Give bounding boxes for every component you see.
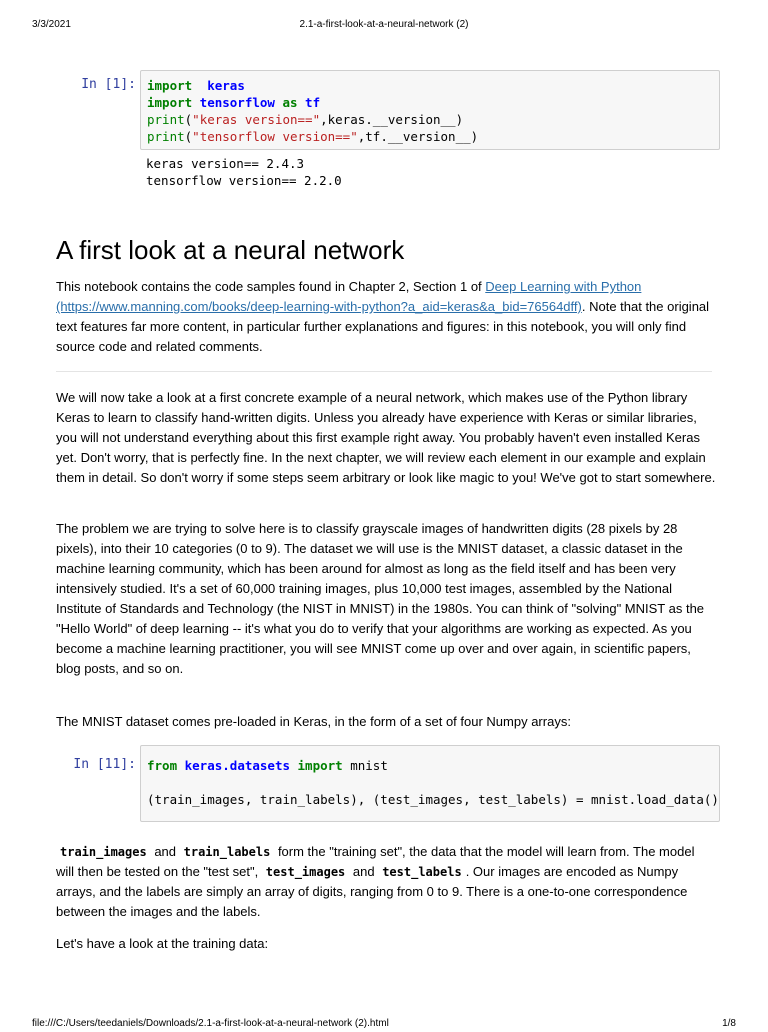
print-date: 3/3/2021 (32, 19, 71, 30)
cell-2-prompt: In [11]: (73, 757, 136, 772)
print-file-path: file:///C:/Users/teedaniels/Downloads/2.1-a-first-look-at-a-neural-network (2).html (32, 1018, 389, 1029)
output-line: tensorflow version== 2.2.0 (146, 173, 342, 188)
code-token: tf (297, 95, 321, 110)
code-line (147, 94, 713, 111)
code-token (192, 78, 207, 93)
intro-text-1: This notebook contains the code samples found in Chapter 2, Section 1 of (56, 279, 486, 294)
cell-2-code-input[interactable] (140, 745, 720, 822)
code-test-images: test_images (265, 865, 346, 879)
code-line (147, 77, 713, 94)
cell-1-prompt: In [1]: (81, 77, 136, 92)
book-link[interactable]: Deep Learning with Python (485, 279, 642, 294)
paragraph-3: The MNIST dataset comes pre-loaded in Keras, in the form of a set of four Numpy arrays: (56, 714, 571, 729)
paragraph-5: Let's have a look at the training data: (56, 936, 269, 951)
paragraph-4 (56, 842, 716, 922)
code-token: "tensorflow version==" (192, 129, 358, 144)
code-import-name: mnist (342, 758, 388, 773)
code-token: as (274, 95, 298, 110)
cell-1-code-input[interactable] (140, 70, 720, 150)
p4-text-2: form the "training set", the data that the model will learn from. The model will then be tested on the "test set", (56, 844, 695, 879)
print-footer (32, 1018, 736, 1032)
code-token: "keras version==" (192, 112, 321, 127)
p4-text-3: and (349, 864, 379, 879)
p4-text-4: . Our images are encoded as Numpy arrays, and the labels are simply an array of digits, ranging from 0 to 9. There is a one-to-one correspondence between the images and the labels. (56, 864, 688, 919)
code-keyword-from: from (147, 758, 178, 773)
paragraph-2: The problem we are trying to solve here is to classify grayscale images of handwritten digits (28 pixels by 28 pixels), into their 10 categories (0 to 9). The dataset we will use is the MNIST dataset, a classic dataset in the machine learning community, which has been around for almost as long as the field itself and has been very intensively studied. It's a set of 60,000 training images, plus 10,000 test images, assembled by the National Institute of Standards and Technology (the NIST in MNIST) in the 1980s. You can think of "solving" MNIST as the "Hello World" of deep learning -- it's what you do to verify that your algorithms are working as expected. As you become a machine learning practitioner, you will see MNIST come up over and over again, in scientific papers, blog posts, and so on. (56, 521, 705, 676)
code-token: import (147, 78, 193, 93)
intro-text-2: . Note that the original text features far more content, in particular further explanations and figures: in this notebook, you will only find source code and related comments. (56, 299, 710, 354)
code-token: tensorflow (192, 95, 275, 110)
code-line (147, 111, 713, 128)
page-title: A first look at a neural network (56, 235, 405, 265)
code-token: print (147, 112, 185, 127)
code-keyword-import: import (290, 758, 343, 773)
output-line: keras version== 2.4.3 (146, 156, 305, 171)
cell-1-output (146, 155, 342, 189)
book-url-link[interactable]: (https://www.manning.com/books/deep-learning-with-python?a_aid=keras&a_bid=76564dff) (56, 299, 582, 314)
paragraph-1: We will now take a look at a first concrete example of a neural network, which makes use of the Python library Keras to learn to classify hand-written digits. Unless you already have experience with Keras or similar libraries, you will not understand everything about this first example right away. You probably haven't even installed Keras yet. Don't worry, that is perfectly fine. In the next chapter, we will review each element in our example and explain them in detail. So don't worry if some steps seem arbitrary or look like magic to you! We've got to start somewhere. (56, 390, 716, 485)
code-train-images: train_images (60, 845, 147, 859)
code-token: keras (207, 78, 245, 93)
code-token: import (147, 95, 193, 110)
section-divider (56, 371, 712, 372)
p4-text-1: and (150, 844, 180, 859)
code-line-load-data: (train_images, train_labels), (test_images, test_labels) = mnist.load_data() (147, 792, 719, 807)
print-title: 2.1-a-first-look-at-a-neural-network (2) (299, 19, 469, 30)
code-train-labels: train_labels (183, 845, 271, 859)
code-token: ,tf.__version__) (357, 129, 479, 144)
code-test-labels: test_labels (382, 865, 462, 879)
intro-paragraph (56, 277, 716, 357)
code-module: keras.datasets (177, 758, 290, 773)
code-token: ( (184, 112, 193, 127)
print-page-number: 1/8 (722, 1018, 736, 1029)
code-line (147, 128, 713, 145)
code-token: ,keras.__version__) (320, 112, 464, 127)
code-token: ( (184, 129, 193, 144)
code-token: print (147, 129, 185, 144)
print-header (32, 19, 736, 33)
